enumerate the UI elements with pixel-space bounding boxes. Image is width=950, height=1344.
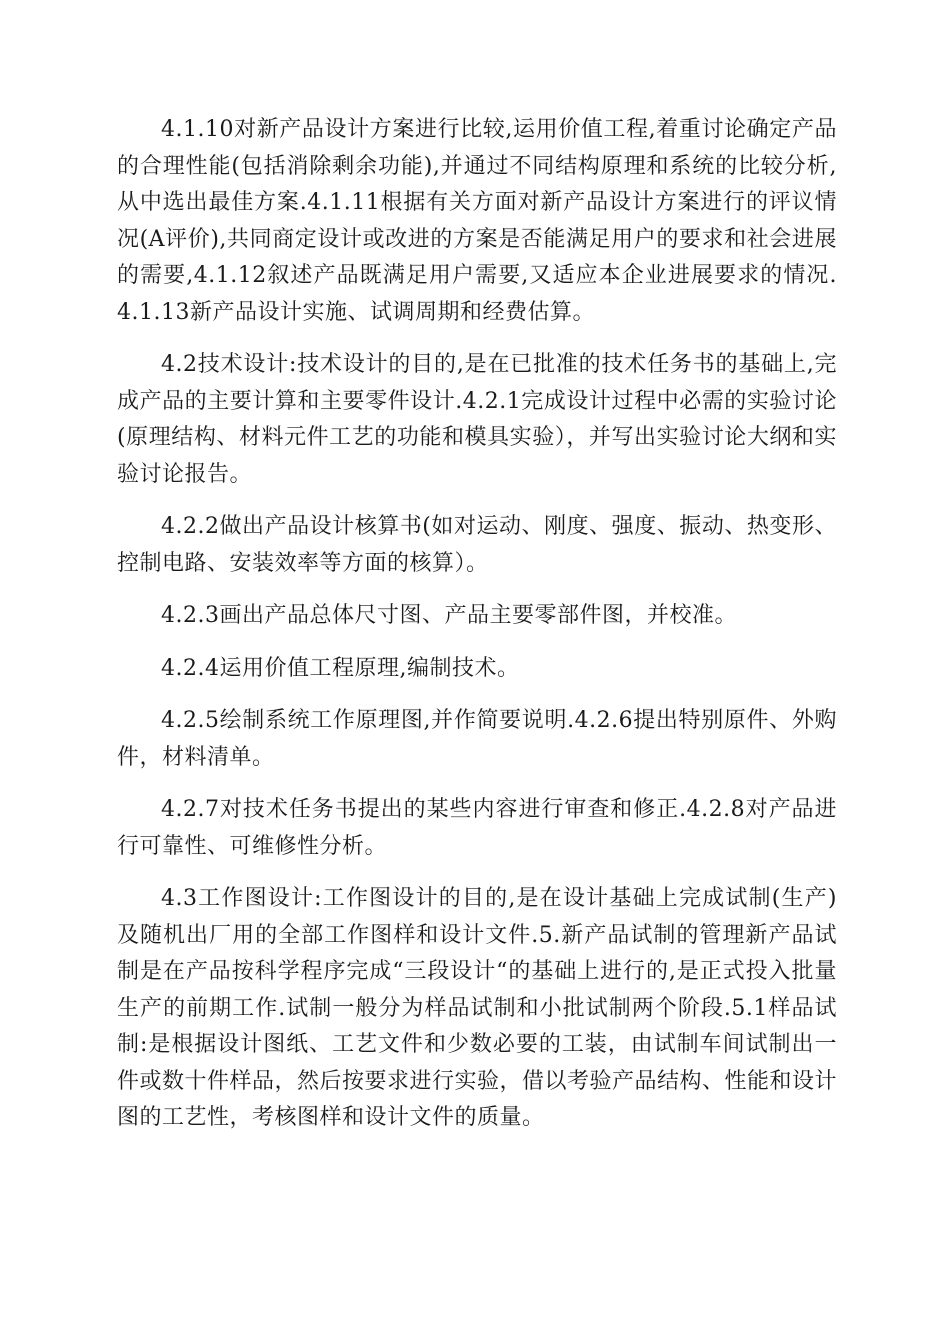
paragraph-4-2-3: 4.2.3画出产品总体尺寸图、产品主要零部件图，并校准。: [161, 603, 737, 628]
paragraph-4-3: 4.3工作图设计:工作图设计的目的,是在设计基础上完成试制(生产)及随机出厂用的全部工作图样和设计文件.5.新产品试制的管理新产品试制是在产品按科学程序完成“三段设计“的基础上进行的,是正式投入批量生产的前期工作.试制一般分为样品试制和小批试制两个阶段.5.1样品试制:是根据设计图纸、工艺文件和少数必要的工装，由试制车间试制出一件或数十件样品，然后按要求进行实验，借以考验产品结构、性能和设计图的工艺性，考核图样和设计文件的质量。: [117, 886, 838, 1130]
paragraph-4-2-2: 4.2.2做出产品设计核算书(如对运动、刚度、强度、振动、热变形、控制电路、安装效率等方面的核算）。: [117, 514, 837, 576]
paragraph-4-2-4: 4.2.4运用价值工程原理,编制技术。: [161, 655, 520, 681]
document-body: [117, 112, 837, 1153]
paragraph-4-2: 4.2技术设计:技术设计的目的,是在已批准的技术任务书的基础上,完成产品的主要计算和主要零件设计.4.2.1完成设计过程中必需的实验讨论(原理结构、材料元件工艺的功能和模具实验），并写出实验讨论大纲和实验讨论报告。: [117, 352, 837, 487]
paragraph-4-1-10: 4.1.10对新产品设计方案进行比较,运用价值工程,着重讨论确定产品的合理性能(包括消除剩余功能),并通过不同结构原理和系统的比较分析,从中选出最佳方案.4.1.11根据有关方面对新产品设计方案进行的评议情况(A评价),共同商定设计或改进的方案是否能满足用户的要求和社会进展的需要,4.1.12叙述产品既满足用户需要,又适应本企业进展要求的情况.4.1.13新产品设计实施、试调周期和经费估算。: [117, 117, 837, 325]
paragraph-4-2-7: 4.2.7对技术任务书提出的某些内容进行审查和修正.4.2.8对产品进行可靠性、可维修性分析。: [117, 797, 837, 859]
paragraph-4-2-5: 4.2.5绘制系统工作原理图,并作简要说明.4.2.6提出特别原件、外购件，材料清单。: [117, 708, 837, 770]
